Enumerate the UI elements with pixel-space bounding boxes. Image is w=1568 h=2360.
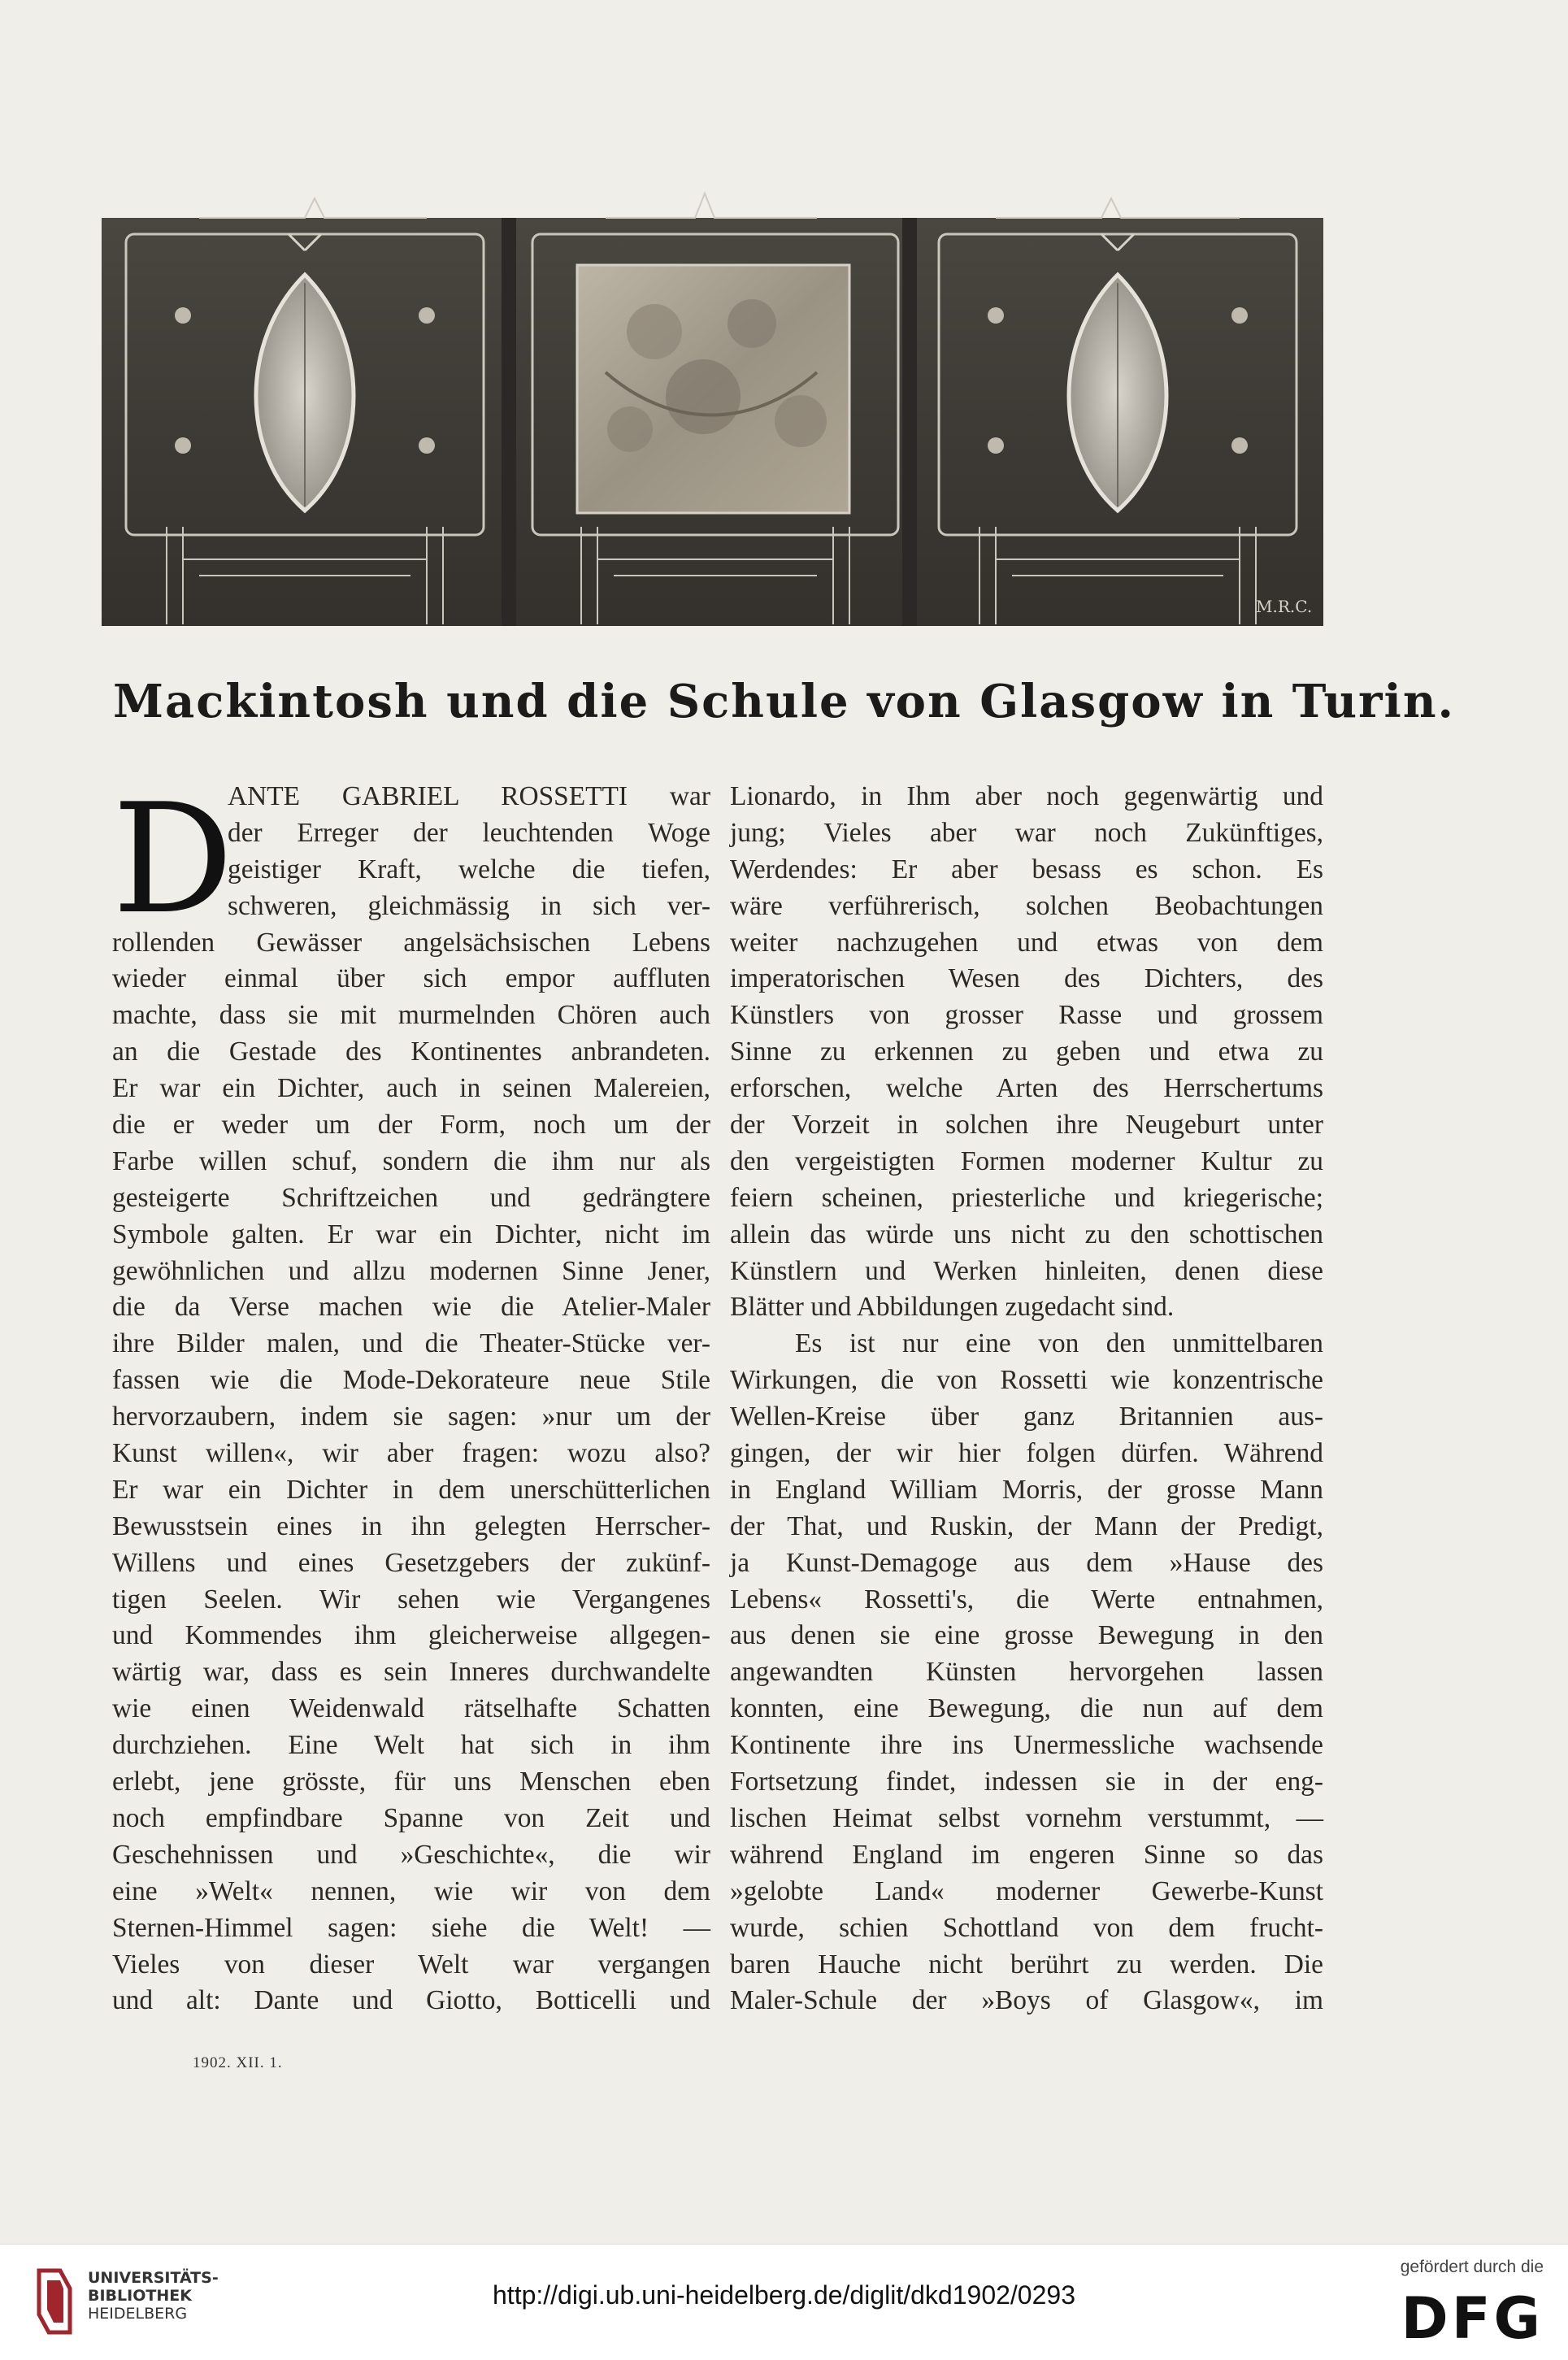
left-column-line: Vieles von dieser Welt war vergangen [112,1949,710,1980]
right-column-line: angewandten Künsten hervorgehen lassen [730,1657,1323,1688]
right-column-line: imperatorischen Wesen des Dichters, des [730,963,1323,994]
right-column-line: Künstlers von grosser Rasse und grossem [730,1000,1323,1031]
right-column-line: ja Kunst-Demagoge aus dem »Hause des [730,1547,1323,1578]
right-column-line: den vergeistigten Formen moderner Kultur zu [730,1145,1323,1176]
left-column-line: fassen wie die Mode-Dekorateure neue Stile [112,1365,710,1396]
right-column-line: allein das würde uns nicht zu den schottischen [730,1219,1323,1250]
right-column-line: wäre verführerisch, solchen Beobachtungen [730,890,1323,921]
left-column-line: Er war ein Dichter in dem unerschütterlichen [112,1474,710,1505]
right-column-line: der Vorzeit in solchen ihre Neugeburt unter [730,1110,1323,1141]
right-column-line: Es ist nur eine von den unmittelbaren [795,1328,1323,1359]
left-column-line: Bewusstsein eines in ihn gelegten Herrscher- [112,1510,710,1541]
left-column-line: eine »Welt« nennen, wie wir von dem [112,1875,710,1906]
left-column-line: wieder einmal über sich empor auffluten [112,963,710,994]
right-column-line: Maler-Schule der »Boys of Glasgow«, im [730,1985,1323,2016]
dfg-logo: DFG [1401,2285,1544,2352]
right-column-line: weiter nachzugehen und etwas von dem [730,927,1323,958]
left-column-line: noch empfindbare Spanne von Zeit und [112,1802,710,1833]
left-column-line: machte, dass sie mit murmelnden Chören auch [112,1000,710,1031]
right-column-line: Werdendes: Er aber besass es schon. Es [730,854,1323,884]
left-column-line: Er war ein Dichter, auch in seinen Malereien, [112,1073,710,1104]
left-column-line: der Erreger der leuchtenden Woge [228,817,710,848]
left-text-column [112,771,710,2019]
left-column-line: Geschehnissen und »Geschichte«, die wir [112,1839,710,1870]
drop-cap: D [112,771,234,947]
right-column-line: Kontinente ihre ins Unermessliche wachsende [730,1730,1323,1761]
left-column-line: gewöhnlichen und allzu modernen Sinne Jener, [112,1255,710,1286]
right-column-line: lischen Heimat selbst vornehm verstummt, — [730,1802,1323,1833]
right-column-line: in England William Morris, der grosse Mann [730,1474,1323,1505]
left-column-line: hervorzaubern, indem sie sagen: »nur um der [112,1402,710,1432]
right-column-line: Wellen-Kreise über ganz Britannien aus- [730,1402,1323,1432]
left-column-line: Farbe willen schuf, sondern die ihm nur als [112,1145,710,1176]
left-column-line: durchziehen. Eine Welt hat sich in ihm [112,1730,710,1761]
right-column-line: Lionardo, in Ihm aber noch gegenwärtig und [730,781,1323,811]
left-column-line: wie einen Weidenwald rätselhafte Schatten [112,1693,710,1724]
left-column-line: Sternen-Himmel sagen: siehe die Welt! — [112,1912,710,1943]
right-column-line: aus denen sie eine grosse Bewegung in den [730,1620,1323,1651]
right-column-line: Fortsetzung findet, indessen sie in der eng- [730,1767,1323,1797]
right-column-line: Lebens« Rossetti's, die Werte entnahmen, [730,1584,1323,1615]
library-name-line-1: UNIVERSITÄTS- [88,2269,219,2287]
left-column-line: an die Gestade des Kontinentes anbrandeten. [112,1037,710,1067]
left-column-line: ANTE GABRIEL ROSSETTI war [228,781,710,811]
right-column-line: Wirkungen, die von Rossetti wie konzentrische [730,1365,1323,1396]
library-name-line-3: HEIDELBERG [88,2305,188,2323]
right-column-line: baren Hauche nicht berührt zu werden. Die [730,1949,1323,1980]
left-column-line: geistiger Kraft, welche die tiefen, [228,854,710,884]
left-column-line: Kunst willen«, wir aber fragen: wozu also? [112,1438,710,1469]
right-column-line: konnten, eine Bewegung, die nun auf dem [730,1693,1323,1724]
plate-signature: M.R.C. [1256,597,1313,616]
left-column-line: rollenden Gewässer angelsächsischen Lebens [112,927,710,958]
library-name-line-2: BIBLIOTHEK [88,2287,192,2305]
article-title: Mackintosh und die Schule von Glasgow in Turin. [112,675,1456,728]
left-column-line: ihre Bilder malen, und die Theater-Stücke ver- [112,1328,710,1359]
panel-illustration [102,185,1323,626]
right-column-line: der That, und Ruskin, der Mann der Predigt, [730,1510,1323,1541]
left-column-line: und Kommendes ihm gleicherweise allgegen- [112,1620,710,1651]
right-column-line: jung; Vieles aber war noch Zukünftiges, [730,817,1323,848]
right-column-line: Blätter und Abbildungen zugedacht sind. [730,1292,1175,1323]
left-column-line: die er weder um der Form, noch um der [112,1110,710,1141]
left-column-line: Willens und eines Gesetzgebers der zukünf- [112,1547,710,1578]
left-column-line: schweren, gleichmässig in sich ver- [228,890,710,921]
left-column-line: die da Verse machen wie die Atelier-Maler [112,1292,710,1323]
left-column-line: wärtig war, dass es sein Inneres durchwandelte [112,1657,710,1688]
right-column-line: erforschen, welche Arten des Herrschertums [730,1073,1323,1104]
right-column-line: gingen, der wir hier folgen dürfen. Während [730,1438,1323,1469]
photo-plate-panels [102,185,1323,626]
right-column-line: während England im engeren Sinne so das [730,1839,1323,1870]
permalink-url[interactable]: http://digi.ub.uni-heidelberg.de/diglit/dkd1902/0293 [493,2280,1075,2310]
right-column-line: feiern scheinen, priesterliche und kriegerische; [730,1182,1323,1213]
left-column-line: Symbole galten. Er war ein Dichter, nicht im [112,1219,710,1250]
left-column-line: gesteigerte Schriftzeichen und gedrängtere [112,1182,710,1213]
right-column-line: wurde, schien Schottland von dem frucht- [730,1912,1323,1943]
viewer-footer [0,2244,1568,2360]
left-column-line: erlebt, jene grösste, für uns Menschen eben [112,1767,710,1797]
page-footer-signature: 1902. XII. 1. [193,2054,283,2071]
right-column-line: Sinne zu erkennen zu geben und etwa zu [730,1037,1323,1067]
left-column-line: tigen Seelen. Wir sehen wie Vergangenes [112,1584,710,1615]
funder-label: gefördert durch die [1400,2258,1544,2276]
right-column-line: Künstlern und Werken hinleiten, denen diese [730,1255,1323,1286]
right-column-line: »gelobte Land« moderner Gewerbe-Kunst [730,1875,1323,1906]
left-column-line: und alt: Dante und Giotto, Botticelli und [112,1985,710,2016]
right-text-column [730,779,1323,2019]
